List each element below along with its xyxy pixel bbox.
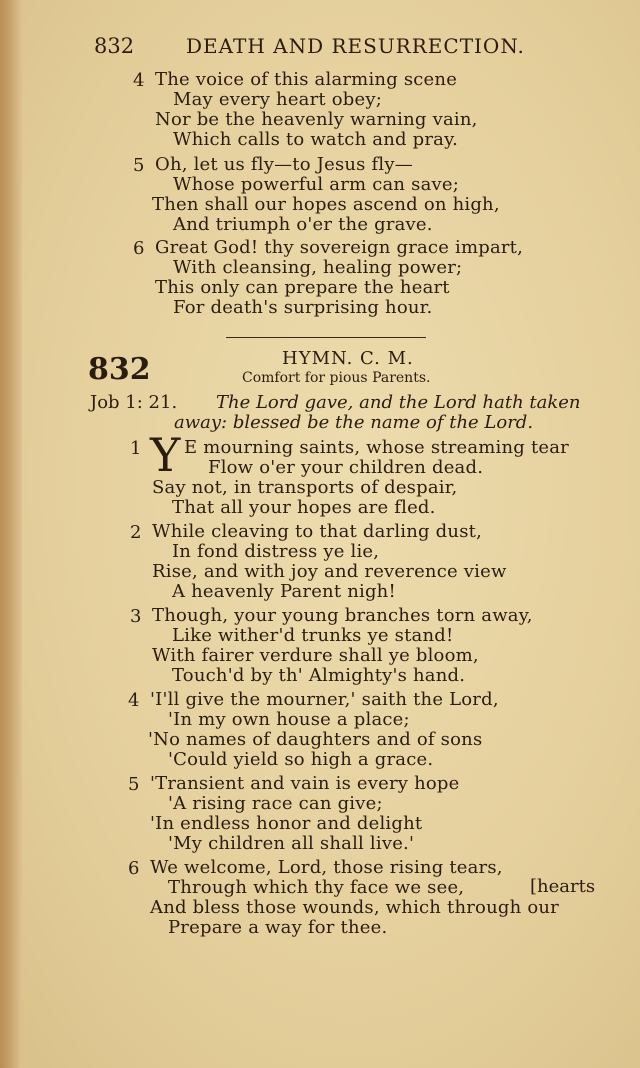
verse-line: And bless those wounds, which through our (150, 897, 559, 918)
section-divider (226, 337, 426, 338)
verse-line: That all your hopes are fled. (172, 497, 436, 518)
stanza-number: 6 (128, 858, 140, 879)
verse-line: And triumph o'er the grave. (173, 214, 433, 235)
verse-line: 'No names of daughters and of sons (148, 729, 483, 750)
page-spine-edge (0, 0, 22, 1068)
verse-line: With fairer verdure shall ye bloom, (152, 645, 479, 666)
verse-line: 'In my own house a place; (168, 709, 410, 730)
verse-line: Flow o'er your children dead. (208, 457, 484, 478)
verse-line: 'My children all shall live.' (168, 833, 415, 854)
scripture-reference: Job 1: 21. (90, 392, 178, 413)
verse-line: Whose powerful arm can save; (173, 174, 460, 195)
verse-line: Touch'd by th' Almighty's hand. (172, 665, 466, 686)
verse-line: For death's surprising hour. (173, 297, 433, 318)
hymn-subtitle: Comfort for pious Parents. (242, 370, 431, 386)
scripture-text: away: blessed be the name of the Lord. (174, 412, 534, 433)
verse-line: E mourning saints, whose streaming tear (184, 437, 569, 458)
scripture-text: The Lord gave, and the Lord hath taken (216, 392, 581, 413)
stanza-number: 4 (128, 690, 140, 711)
verse-line: This only can prepare the heart (155, 277, 450, 298)
verse-line: Oh, let us fly—to Jesus fly— (155, 154, 413, 175)
stanza-number: 3 (130, 606, 142, 627)
verse-line: Through which thy face we see, (168, 877, 465, 898)
verse-line: 'A rising race can give; (168, 793, 383, 814)
verse-line: 'I'll give the mourner,' saith the Lord, (150, 689, 499, 710)
hymn-meter: HYMN. C. M. (282, 348, 414, 369)
page-number: 832 (94, 34, 135, 58)
turnover-word: [hearts (530, 876, 596, 897)
verse-line: Like wither'd trunks ye stand! (172, 625, 454, 646)
verse-line: While cleaving to that darling dust, (152, 521, 482, 542)
stanza-number: 6 (133, 238, 145, 259)
verse-line: The voice of this alarming scene (155, 69, 458, 90)
verse-line: In fond distress ye lie, (172, 541, 380, 562)
verse-line: May every heart obey; (173, 89, 383, 110)
page-title: DEATH AND RESURRECTION. (186, 34, 525, 58)
stanza-number: 2 (130, 522, 142, 543)
stanza-number: 1 (130, 438, 142, 459)
verse-line: 'Could yield so high a grace. (168, 749, 434, 770)
verse-line: 'Transient and vain is every hope (150, 773, 460, 794)
hymn-number: 832 (88, 352, 151, 387)
drop-cap: Y (150, 428, 181, 482)
verse-line: 'In endless honor and delight (150, 813, 423, 834)
verse-line: With cleansing, healing power; (173, 257, 463, 278)
verse-line: We welcome, Lord, those rising tears, (150, 857, 503, 878)
verse-line: Great God! thy sovereign grace impart, (155, 237, 524, 258)
verse-line: Which calls to watch and pray. (173, 129, 459, 150)
verse-line: Say not, in transports of despair, (152, 477, 458, 498)
verse-line: Nor be the heavenly warning vain, (155, 109, 478, 130)
verse-line: Rise, and with joy and reverence view (152, 561, 507, 582)
stanza-number: 4 (133, 70, 145, 91)
verse-line: Prepare a way for thee. (168, 917, 388, 938)
verse-line: A heavenly Parent nigh! (172, 581, 396, 602)
stanza-number: 5 (128, 774, 140, 795)
stanza-number: 5 (133, 155, 145, 176)
verse-line: Then shall our hopes ascend on high, (152, 194, 500, 215)
verse-line: Though, your young branches torn away, (152, 605, 533, 626)
